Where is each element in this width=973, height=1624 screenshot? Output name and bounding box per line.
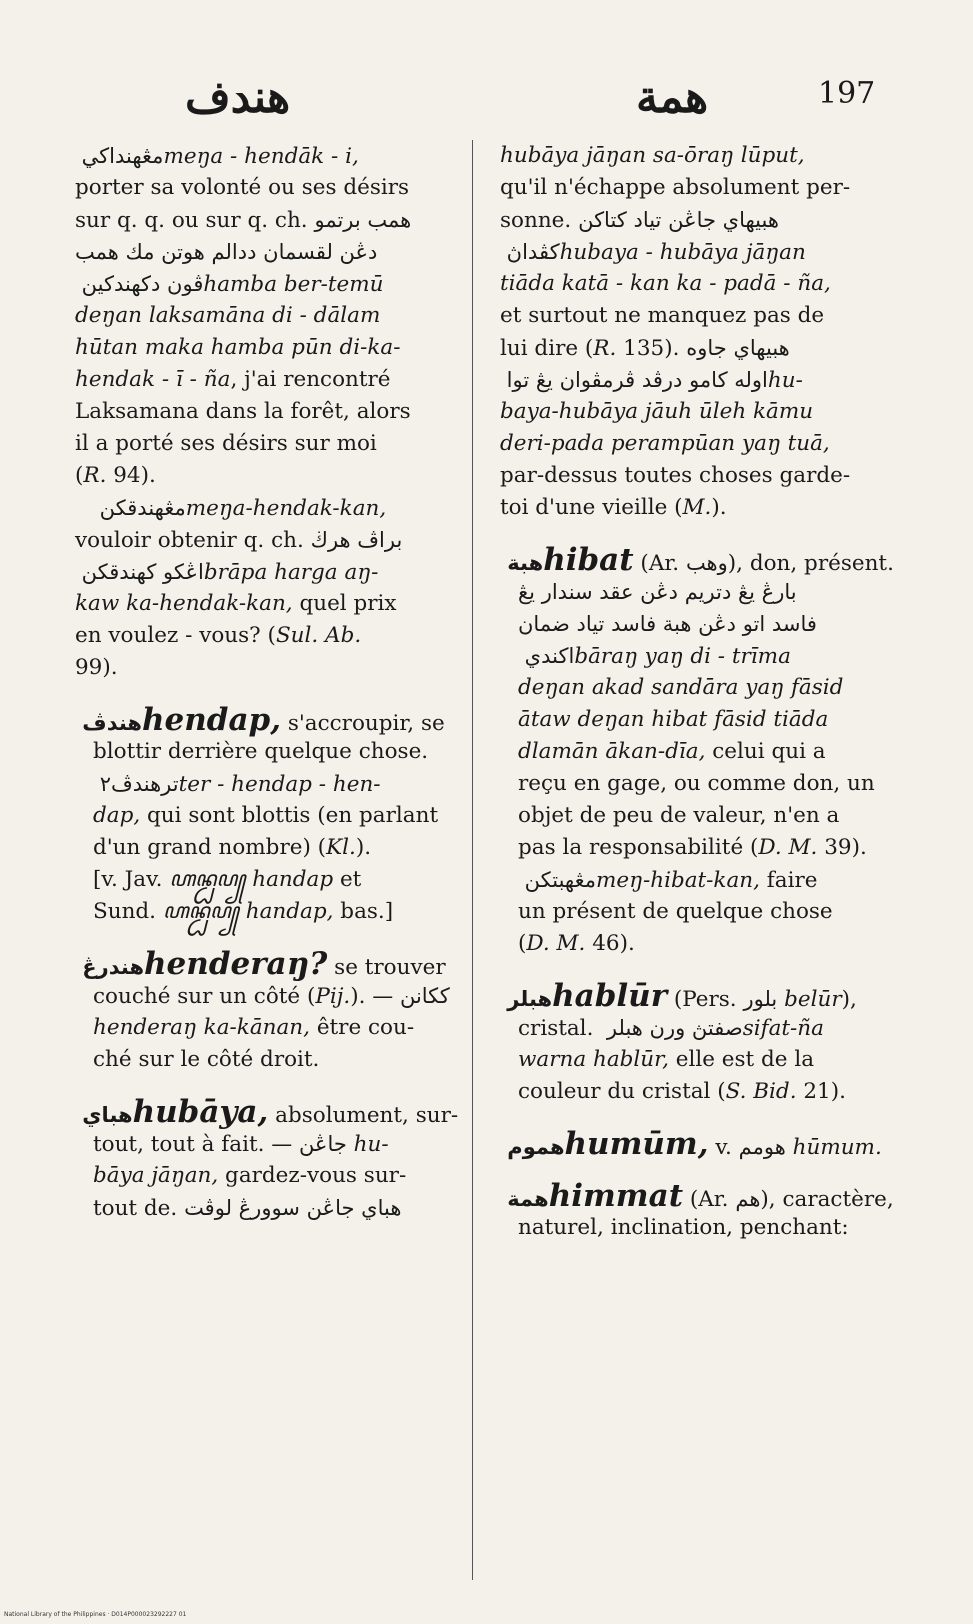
text-line [500, 980, 872, 1012]
text-run: hūtan maka hamba pūn di-ka- [75, 335, 401, 360]
text-run: himmat [548, 1178, 684, 1214]
text-run: dlamān ākan-dīa, [518, 739, 706, 764]
footer-credit: National Library of the Philippines · D014P000023292227 01 [4, 1611, 187, 1618]
running-head-left: هندف [185, 72, 291, 123]
text-run: quel prix [292, 591, 397, 616]
text-run: hamba ber-temū [203, 272, 384, 297]
text-run: ātaw deŋan hibat fāsid tiāda [518, 707, 829, 732]
text-run: hubāya, [132, 1094, 269, 1130]
text-line [500, 1178, 894, 1214]
text-run: 135). [616, 336, 687, 361]
text-run: hibat [543, 542, 634, 578]
text-run: هباي [75, 1103, 133, 1127]
text-line [500, 1076, 872, 1108]
text-run: ꦲꦤ꧀ꦝꦥ꧀ [162, 899, 246, 924]
text-run: اڠکو کهندقکن [75, 560, 204, 584]
text-run: همب برتمو [314, 208, 412, 232]
text-line [500, 608, 872, 640]
text-line [500, 640, 872, 672]
text-run: sonne. [500, 208, 579, 233]
text-run: qu'il n'échappe absolument per- [500, 175, 851, 200]
text-run: هبيهاي جاوه [686, 336, 790, 360]
text-run: elle est de la [668, 1047, 815, 1072]
text-line [500, 460, 872, 492]
text-run: tiāda katā - kan ka - padā - ña, [500, 271, 831, 296]
text-line [500, 492, 872, 524]
text-run: faire [759, 868, 818, 893]
text-line [75, 1192, 447, 1224]
text-run: gardez-vous sur- [218, 1163, 407, 1188]
text-run: R. [593, 336, 617, 361]
text-run: kaw ka-hendak-kan, [75, 591, 293, 616]
text-run: absolument, sur- [268, 1103, 459, 1128]
text-run: porter sa volonté ou ses désirs [75, 175, 410, 200]
text-run: 21). [796, 1079, 846, 1104]
running-head-right: همة [636, 72, 709, 123]
text-run: hu- [346, 1132, 389, 1157]
text-run: reçu en gage, ou comme don, un [518, 771, 875, 796]
text-line [75, 268, 447, 300]
text-run: se trouver [327, 955, 446, 980]
text-run: objet de peu de valeur, n'en a [518, 803, 840, 828]
text-run: وهب [685, 551, 728, 575]
text-line [500, 396, 872, 428]
text-run: هومم [738, 1135, 786, 1159]
text-run: هبة [500, 551, 544, 575]
page-number: 197 [818, 76, 876, 111]
text-run: 99). [75, 655, 118, 680]
text-run: مڠهنداکي [75, 144, 164, 168]
text-run: ). [711, 495, 727, 520]
text-line [75, 460, 447, 492]
text-run: il a porté ses désirs sur moi [75, 431, 377, 456]
entry-gap [500, 1160, 872, 1180]
text-run: être cou- [309, 1015, 415, 1040]
text-run: cristal. [518, 1016, 601, 1041]
text-run: bāya jāŋan, [93, 1163, 219, 1188]
text-line [75, 364, 447, 396]
text-run: d'un grand nombre) ( [93, 835, 327, 860]
text-line [75, 236, 447, 268]
text-run: Laksamana dans la forêt, alors [75, 399, 411, 424]
text-run: henderaŋ? [144, 946, 328, 982]
text-run: pas la responsabilité ( [518, 835, 759, 860]
text-run: bāraŋ yaŋ di - trīma [574, 644, 791, 669]
text-run: couleur du cristal ( [518, 1079, 726, 1104]
text-run: ڤون دکهندکين [75, 272, 204, 296]
text-run: اکندي [518, 644, 575, 668]
text-run: baya-hubāya jāuh ūleh kāmu [500, 399, 814, 424]
text-run: ( [518, 931, 527, 956]
text-run: کڤداڽ [500, 240, 560, 264]
text-run: Sul. Ab. [275, 623, 362, 648]
text-line [75, 832, 447, 864]
text-run: couché sur un côté ( [93, 984, 316, 1009]
text-run: D. M. [526, 931, 586, 956]
text-run: hablūr [552, 978, 668, 1014]
text-line [500, 268, 872, 300]
text-run: et surtout ne manquez pas de [500, 303, 825, 328]
text-run: warna hablūr, [518, 1047, 669, 1072]
text-run: S. Bid. [725, 1079, 797, 1104]
text-line [75, 332, 447, 364]
text-run: hubaya - hubāya jāŋan [559, 240, 806, 265]
left-column [75, 140, 459, 1224]
text-run: ché sur le côté droit. [93, 1047, 320, 1072]
text-run: handap [252, 867, 334, 892]
text-run: بارڠ يڠ دتريم دڠن عقد سندار يڠ [518, 580, 797, 604]
text-run: 39). [817, 835, 867, 860]
text-run: هبلر [500, 987, 553, 1011]
text-run: handap, [245, 899, 334, 924]
text-line [500, 332, 872, 364]
text-run: مڠهبتکن [518, 868, 596, 892]
text-run: deŋan laksamāna di - dālam [75, 303, 381, 328]
text-line [75, 588, 447, 620]
text-run: ), don, présent. [727, 551, 894, 576]
text-run: s'accroupir, se [281, 711, 445, 736]
text-run: belūr [777, 987, 842, 1012]
text-run: blottir derrière quelque chose. [93, 739, 429, 764]
text-run: R. [83, 463, 107, 488]
text-run: جاڠن — [271, 1132, 347, 1156]
text-run: اوله کامو درڤد ڤرمڤوان يڠ توا [500, 368, 768, 392]
text-line [75, 172, 447, 204]
text-run: par-dessus toutes choses garde- [500, 463, 851, 488]
text-run: v. [708, 1135, 739, 1160]
text-line [500, 864, 872, 896]
text-line [75, 768, 447, 800]
text-run: toi d'une vieille ( [500, 495, 683, 520]
text-run: هم [735, 1187, 761, 1211]
text-run: [v. Jav. [93, 867, 170, 892]
text-run: henderaŋ ka-kānan, [93, 1015, 310, 1040]
text-line [75, 556, 447, 588]
text-run: 46). [585, 931, 635, 956]
text-run: مڠهندقکن [93, 496, 186, 520]
text-line [500, 140, 872, 172]
text-run: هندڤ [75, 711, 142, 735]
text-line [75, 896, 447, 928]
text-line [75, 1012, 447, 1044]
text-run: meŋa - hendāk - i, [163, 144, 359, 169]
text-run: deŋan akad sandāra yaŋ fāsid [518, 675, 844, 700]
text-run: , j'ai rencontré [230, 367, 391, 392]
text-line [500, 542, 894, 578]
text-run: صفتڽ ورن هبلر [600, 1016, 743, 1040]
text-line [75, 980, 450, 1012]
text-line [75, 204, 447, 236]
text-line [75, 948, 447, 980]
text-run: ). [350, 984, 373, 1009]
text-run: ꦲꦤ꧀ꦝꦥ꧀ [169, 867, 253, 892]
text-run: sifat-ña [742, 1016, 824, 1041]
text-line [75, 1160, 447, 1192]
text-run: hendak - ī - ña [75, 367, 231, 392]
text-line [75, 428, 447, 460]
text-run: un présent de quelque chose [518, 899, 833, 924]
text-line [500, 1126, 882, 1162]
text-line [75, 140, 447, 172]
text-line [500, 204, 872, 236]
text-line [500, 672, 872, 704]
text-line [500, 364, 872, 396]
text-run: qui sont blottis (en parlant [140, 803, 439, 828]
text-run: ( [75, 463, 84, 488]
text-line [500, 896, 872, 928]
text-line [75, 1094, 459, 1130]
text-run: deri-pada perampūan yaŋ tuā, [500, 431, 830, 456]
text-run: meŋ-hibat-kan, [596, 868, 760, 893]
text-run: tout, tout à fait. [93, 1132, 272, 1157]
text-line [75, 704, 447, 736]
entry-gap [500, 960, 872, 980]
text-line [75, 736, 447, 768]
text-run: bas.] [333, 899, 394, 924]
text-run: ), [841, 987, 857, 1012]
text-run: hubāya jāŋan sa-ōraŋ lūput, [500, 143, 805, 168]
text-run: (Ar. [683, 1187, 736, 1212]
text-line [500, 800, 872, 832]
text-run: lui dire ( [500, 336, 594, 361]
text-run: هباي جاڠن سوورڠ لوڤت [184, 1196, 402, 1220]
text-run: celui qui a [705, 739, 826, 764]
text-run: M. [682, 495, 712, 520]
text-run: brāpa harga aŋ- [203, 560, 379, 585]
entry-gap [75, 684, 447, 704]
text-line [75, 396, 447, 428]
text-run: ترهندڤ٢ [93, 772, 179, 796]
text-run: et [333, 867, 362, 892]
text-run: tout de. [93, 1196, 185, 1221]
text-run: hūmum. [785, 1135, 882, 1160]
text-run: هموم [500, 1135, 565, 1159]
text-run: Sund. [93, 899, 163, 924]
text-run: (Ar. [633, 551, 686, 576]
text-line [500, 300, 872, 332]
entry-gap [75, 1076, 447, 1096]
text-run: Pij. [315, 984, 351, 1009]
text-run: sur q. q. ou sur q. ch. [75, 208, 315, 233]
text-run: فاسد اتو دڠن هبة فاسد تياد ضمان [518, 612, 817, 636]
text-run: hu- [767, 368, 803, 393]
text-run: هندرڠ [75, 955, 145, 979]
text-run: Kl. [326, 835, 356, 860]
text-line [75, 800, 447, 832]
text-line [75, 620, 447, 652]
text-run: همة [500, 1187, 549, 1211]
text-line [75, 864, 447, 896]
text-run: 94). [106, 463, 156, 488]
text-line [500, 736, 872, 768]
text-line [500, 1212, 872, 1244]
text-line [500, 236, 872, 268]
text-line [75, 300, 447, 332]
text-line [500, 1012, 872, 1044]
text-run: ککانن — [372, 984, 450, 1008]
entry-gap [75, 928, 447, 948]
text-line [75, 1044, 447, 1076]
text-run: براڤ هرڬ [310, 528, 403, 552]
text-line [500, 768, 875, 800]
text-run: بلور [743, 987, 778, 1011]
entry-gap [500, 524, 872, 544]
text-run: D. M. [758, 835, 818, 860]
text-line [500, 576, 872, 608]
text-run: naturel, inclination, penchant: [518, 1215, 849, 1240]
text-run: vouloir obtenir q. ch. [75, 528, 311, 553]
text-run: هبيهاي جاڠن تياد کتاکن [578, 208, 779, 232]
text-run: ), caractère, [760, 1187, 894, 1212]
column-divider [472, 140, 473, 1580]
text-line [500, 428, 872, 460]
text-line [500, 172, 872, 204]
text-run: meŋa-hendak-kan, [185, 496, 387, 521]
text-line [75, 1128, 447, 1160]
text-line [75, 524, 447, 556]
text-run: ). [355, 835, 372, 860]
text-line [75, 492, 447, 524]
text-run: dap, [93, 803, 141, 828]
text-run: دڠن لقسمان ددالم هوتن مك همب [75, 240, 378, 264]
text-line [75, 652, 447, 684]
text-line [500, 1044, 872, 1076]
text-line [500, 928, 872, 960]
entry-gap [500, 1108, 872, 1128]
text-line [500, 832, 872, 864]
right-column [500, 140, 894, 1244]
text-run: ter - hendap - hen- [178, 772, 381, 797]
text-line [500, 704, 872, 736]
text-run: humūm, [564, 1126, 709, 1162]
text-run: en voulez - vous? ( [75, 623, 276, 648]
text-run: (Pers. [667, 987, 744, 1012]
text-run: hendap, [141, 702, 281, 738]
